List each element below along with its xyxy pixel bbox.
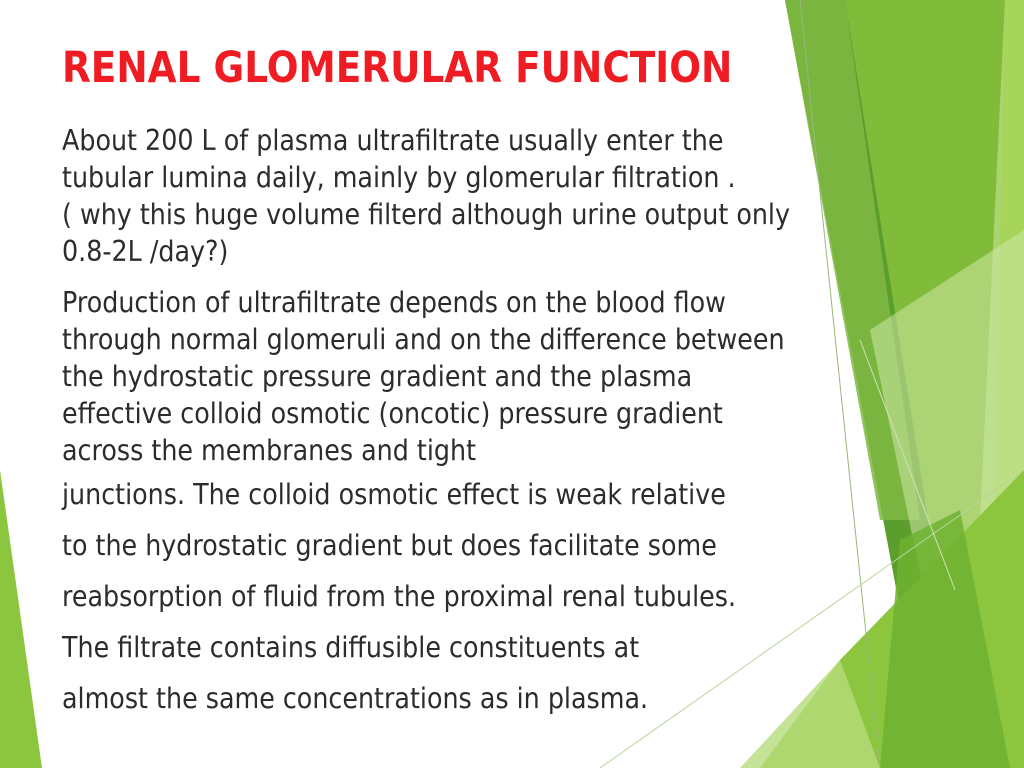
body-line: reabsorption of fluid from the proximal renal tubules. bbox=[62, 580, 737, 613]
body-line: The filtrate contains diffusible constituents at bbox=[62, 631, 640, 664]
body-line: Production of ultrafiltrate depends on the blood flow bbox=[62, 286, 726, 319]
body-line: to the hydrostatic gradient but does facilitate some bbox=[62, 529, 717, 562]
body-line: tubular lumina daily, mainly by glomerular filtration . bbox=[62, 161, 736, 194]
body-line: through normal glomeruli and on the difference between bbox=[62, 323, 785, 356]
slide-body bbox=[62, 122, 1024, 724]
slide-title: RENAL GLOMERULAR FUNCTION bbox=[62, 43, 733, 93]
body-line: 0.8-2L /day?) bbox=[62, 235, 229, 268]
body-line: effective colloid osmotic (oncotic) pressure gradient bbox=[62, 397, 723, 430]
body-line: across the membranes and tight bbox=[62, 434, 477, 467]
body-line: junctions. The colloid osmotic effect is weak relative bbox=[62, 478, 726, 511]
body-line: the hydrostatic pressure gradient and the plasma bbox=[62, 360, 693, 393]
body-line: ( why this huge volume filterd although urine output only bbox=[62, 198, 791, 231]
body-line: About 200 L of plasma ultrafiltrate usually enter the bbox=[62, 124, 724, 157]
green-facet-left-bottom bbox=[0, 470, 42, 768]
paragraph-gap bbox=[62, 270, 1024, 284]
body-line: almost the same concentrations as in plasma. bbox=[62, 682, 649, 715]
